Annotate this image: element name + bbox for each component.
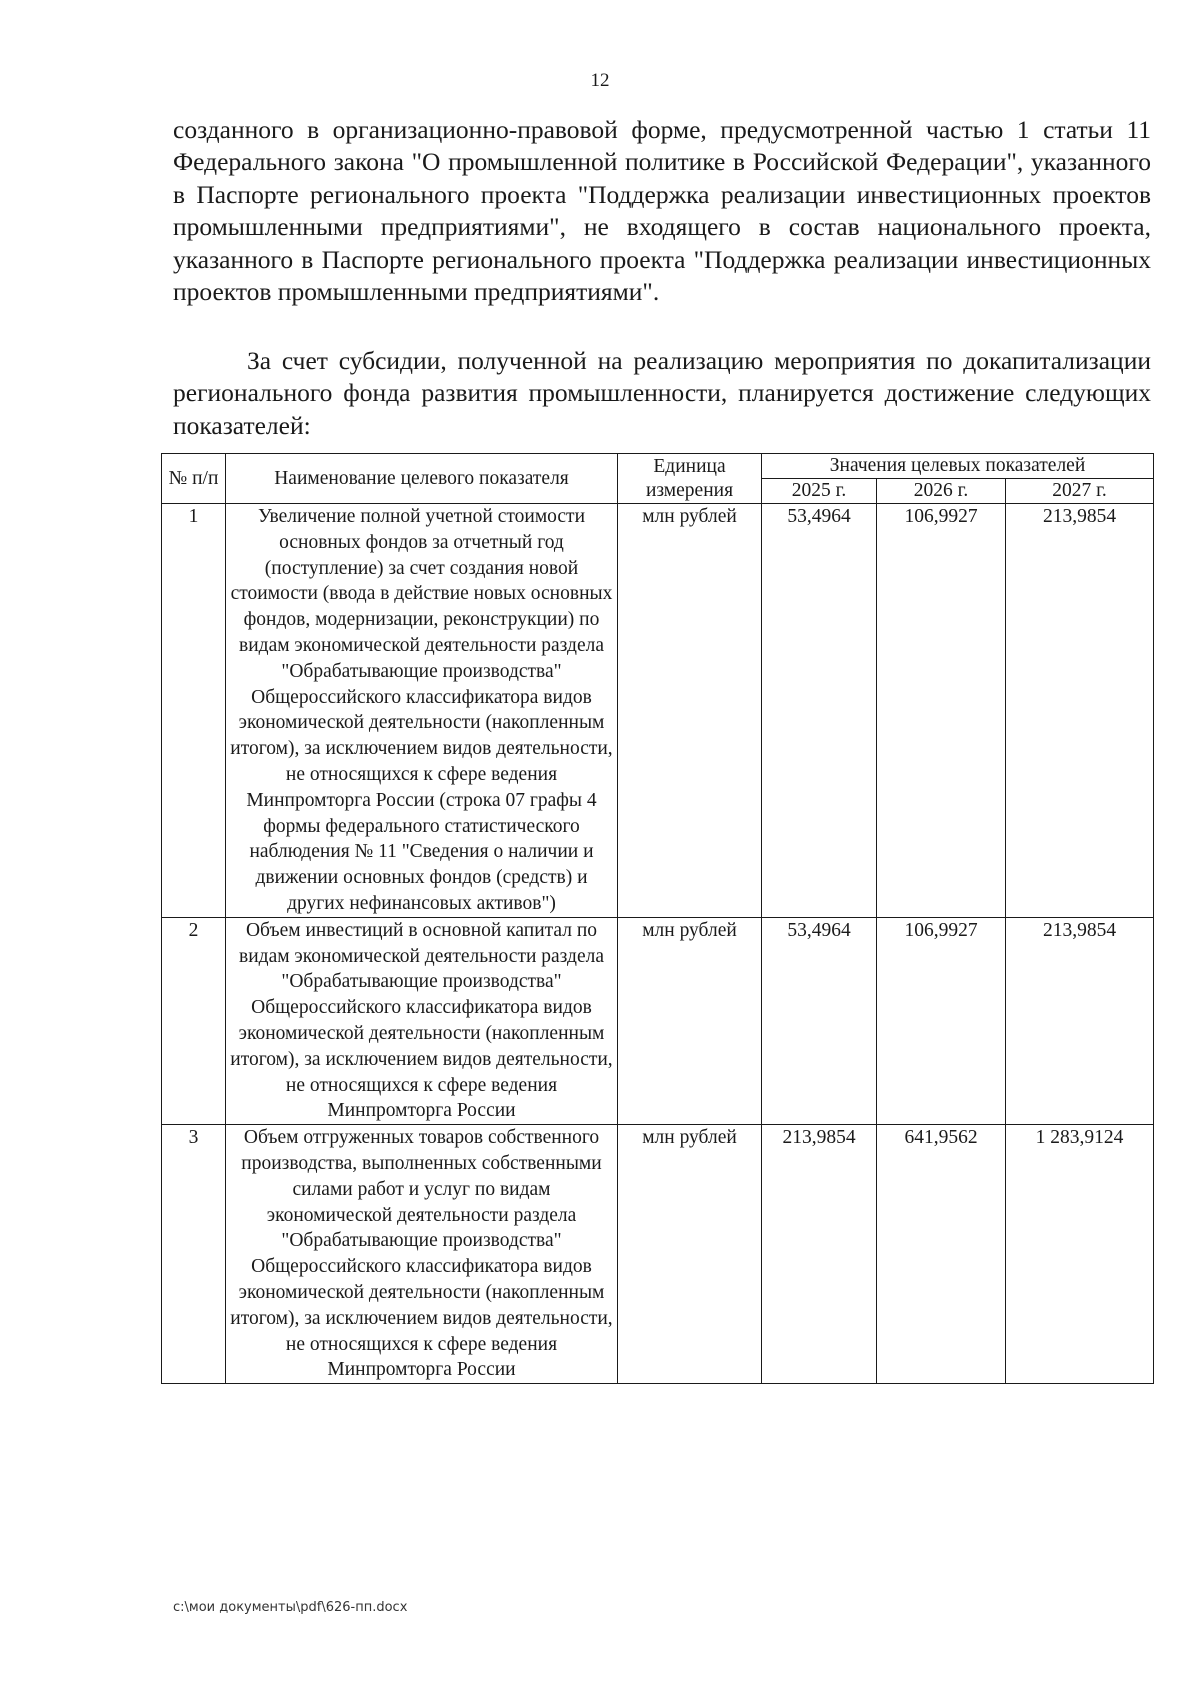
row-unit: млн рублей bbox=[618, 504, 762, 918]
row-value-2026: 106,9927 bbox=[877, 917, 1006, 1124]
table-row bbox=[162, 504, 1154, 918]
header-year-2026: 2026 г. bbox=[877, 479, 1006, 504]
row-unit: млн рублей bbox=[618, 1125, 762, 1384]
header-values-group: Значения целевых показателей bbox=[762, 454, 1154, 479]
header-year-2027: 2027 г. bbox=[1006, 479, 1154, 504]
row-value-2026: 641,9562 bbox=[877, 1125, 1006, 1384]
page-number: 12 bbox=[590, 70, 610, 91]
row-value-2025: 53,4964 bbox=[762, 504, 877, 918]
header-num: № п/п bbox=[162, 454, 226, 504]
row-value-2025: 53,4964 bbox=[762, 917, 877, 1124]
header-unit: Единица измерения bbox=[618, 454, 762, 504]
row-value-2027: 213,9854 bbox=[1006, 917, 1154, 1124]
row-value-2027: 213,9854 bbox=[1006, 504, 1154, 918]
row-name: Объем инвестиций в основной капитал по видам экономической деятельности раздела "Обрабатывающие производства" Общероссийского классификатора видов экономической деятельности (накопленным итогом), за исключением видов деятельности, не относящихся к сфере ведения Минпромторга России bbox=[226, 917, 618, 1124]
footer-file-path: c:\мои документы\pdf\626-пп.docx bbox=[173, 1600, 408, 1615]
paragraph-1: созданного в организационно-правовой форме, предусмотренной частью 1 статьи 11 Федерального закона "О промышленной политике в Российской Федерации", указанного в Паспорте регионального проекта "Поддержка реализации инвестиционных проектов промышленными предприятиями", не входящего в состав национального проекта, указанного в Паспорте регионального проекта "Поддержка реализации инвестиционных проектов промышленными предприятиями". bbox=[173, 115, 1151, 307]
paragraph-2: За счет субсидии, полученной на реализацию мероприятия по докапитализации регионального фонда развития промышленности, планируется достижение следующих показателей: bbox=[173, 346, 1151, 440]
row-num: 2 bbox=[162, 917, 226, 1124]
row-name: Увеличение полной учетной стоимости основных фондов за отчетный год (поступление) за счет создания новой стоимости (ввода в действие новых основных фондов, модернизации, реконструкции) по видам экономической деятельности раздела "Обрабатывающие производства" Общероссийского классификатора видов экономической деятельности (накопленным итогом), за исключением видов деятельности, не относящихся к сфере ведения Минпромторга России (строка 07 графы 4 формы федерального статистического наблюдения № 11 "Сведения о наличии и движении основных фондов (средств) и других нефинансовых активов") bbox=[226, 504, 618, 918]
row-unit: млн рублей bbox=[618, 917, 762, 1124]
row-value-2027: 1 283,9124 bbox=[1006, 1125, 1154, 1384]
row-name: Объем отгруженных товаров собственного производства, выполненных собственными силами работ и услуг по видам экономической деятельности раздела "Обрабатывающие производства" Общероссийского классификатора видов экономической деятельности (накопленным итогом), за исключением видов деятельности, не относящихся к сфере ведения Минпромторга России bbox=[226, 1125, 618, 1384]
row-num: 1 bbox=[162, 504, 226, 918]
row-value-2025: 213,9854 bbox=[762, 1125, 877, 1384]
indicators-table bbox=[161, 453, 1154, 1384]
header-year-2025: 2025 г. bbox=[762, 479, 877, 504]
table-row bbox=[162, 917, 1154, 1124]
row-value-2026: 106,9927 bbox=[877, 504, 1006, 918]
row-num: 3 bbox=[162, 1125, 226, 1384]
header-name: Наименование целевого показателя bbox=[226, 454, 618, 504]
table-row bbox=[162, 1125, 1154, 1384]
